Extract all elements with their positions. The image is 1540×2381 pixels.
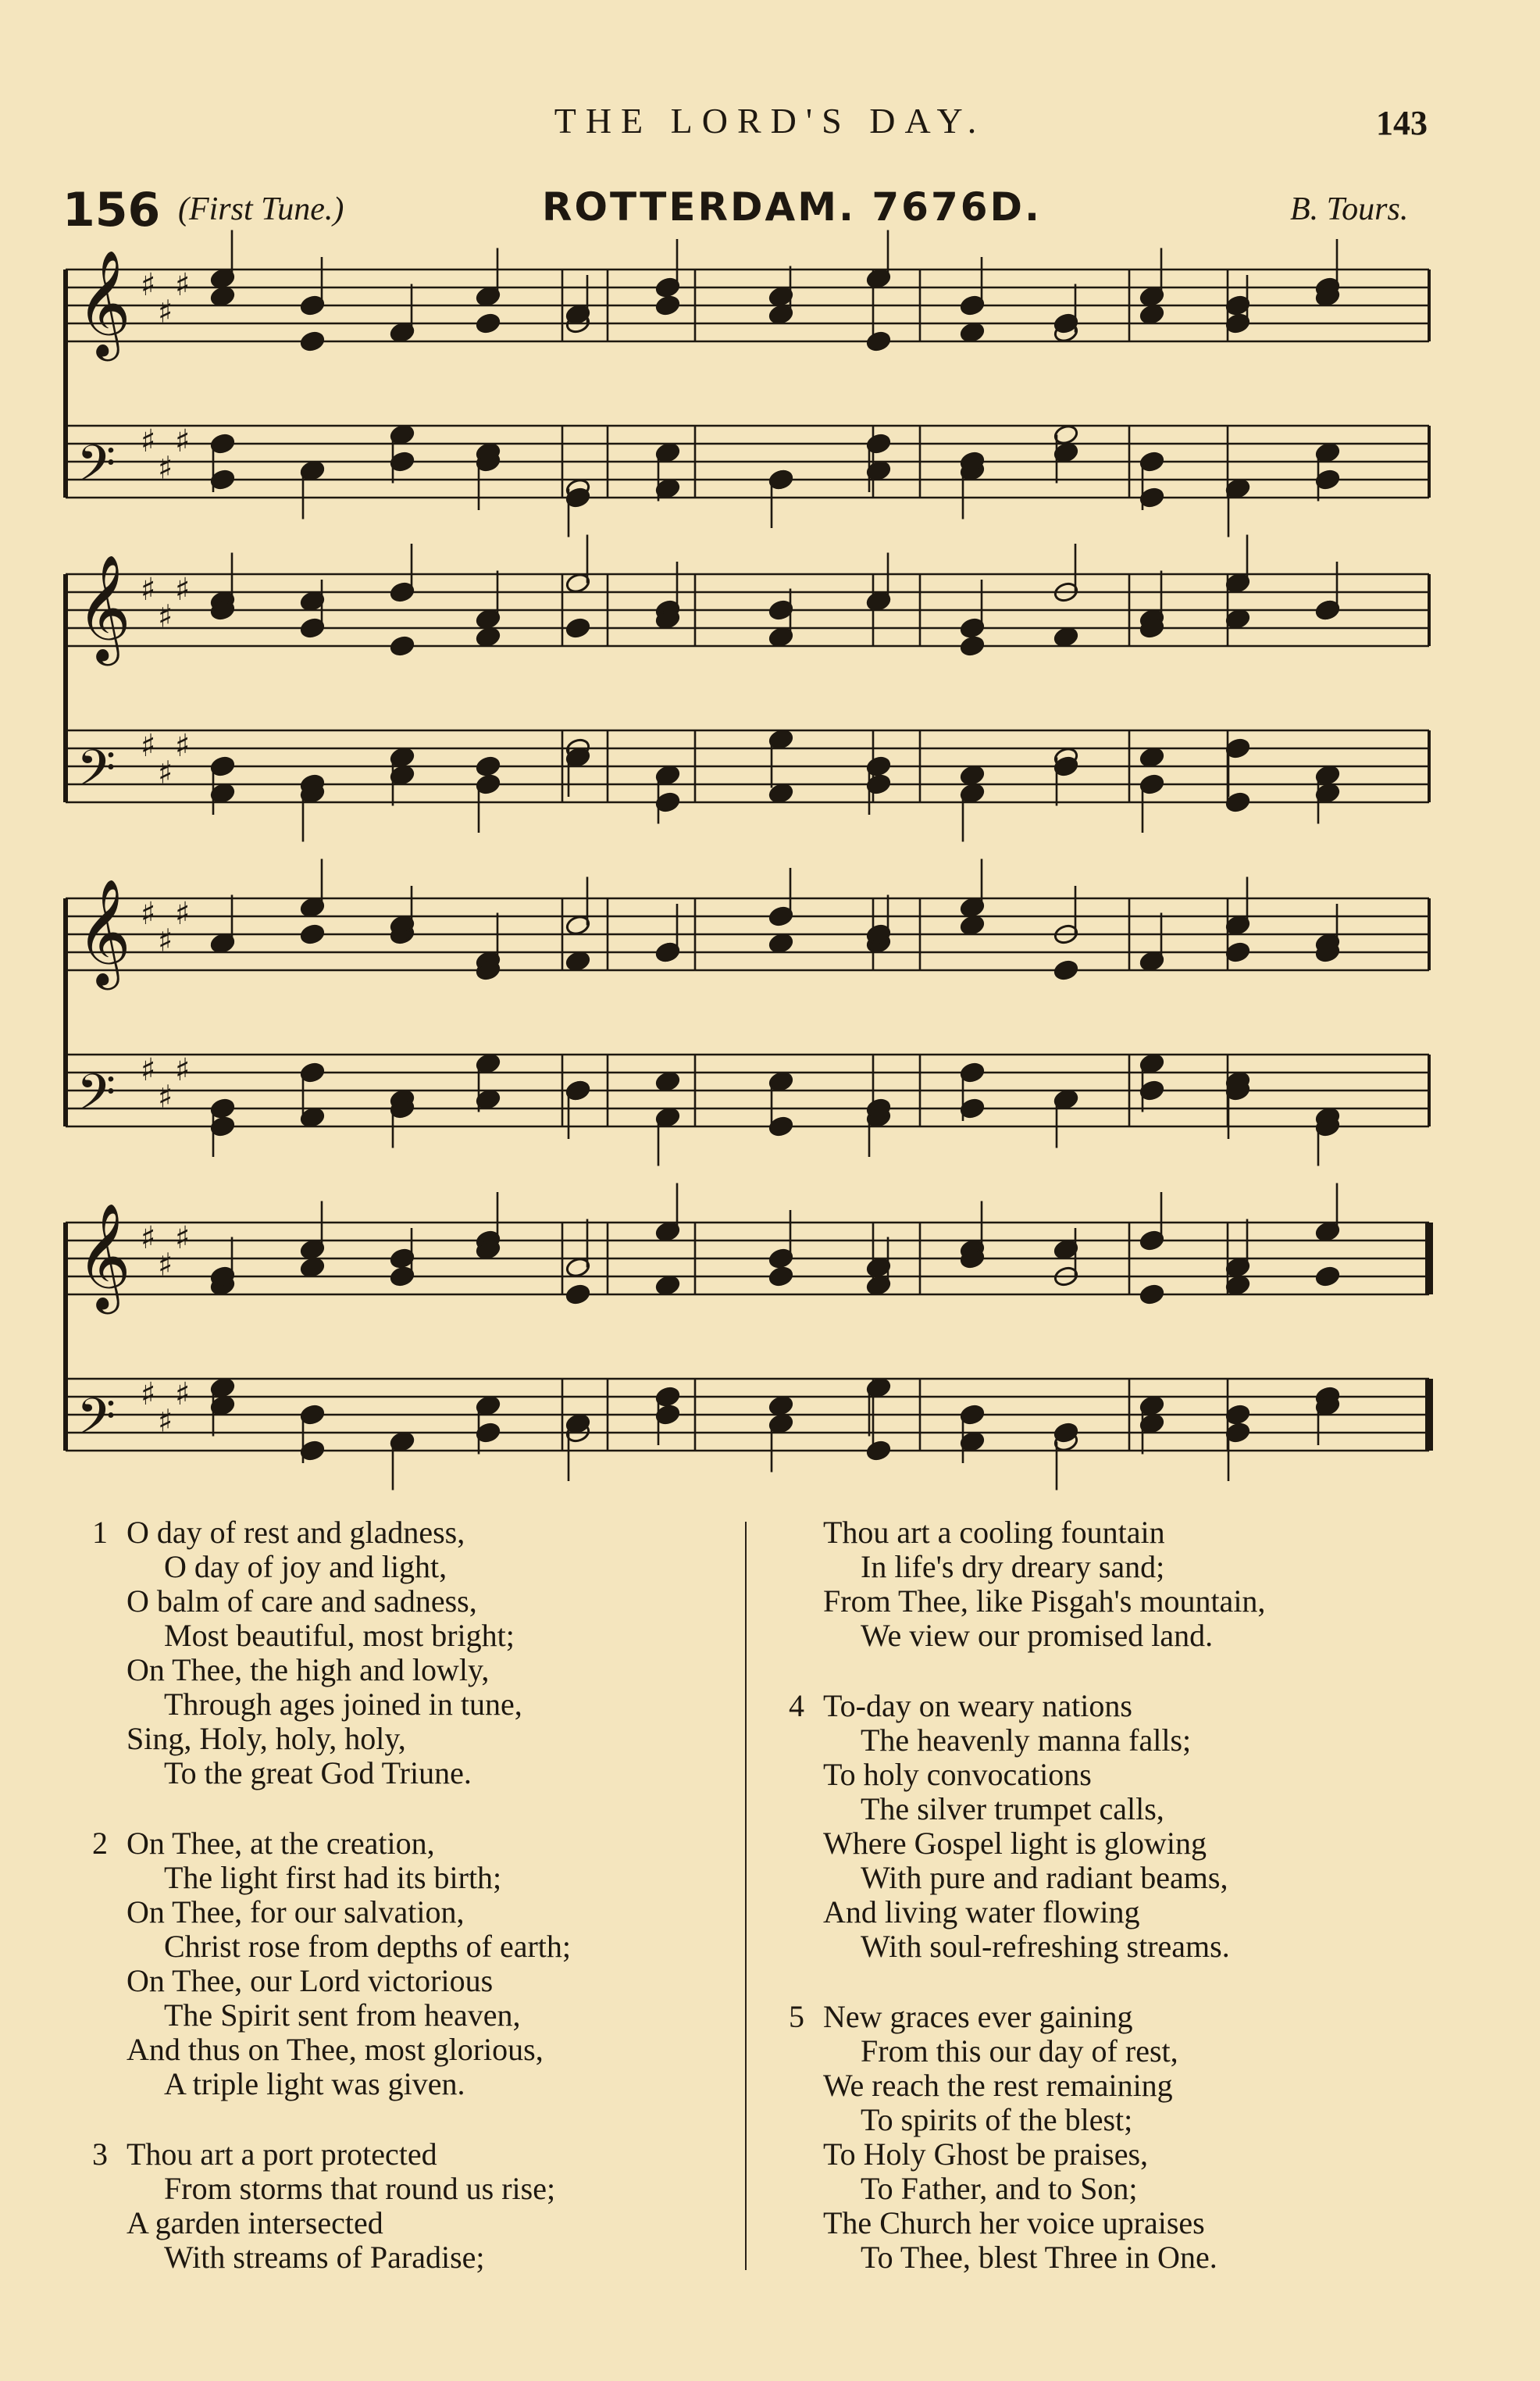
verse-line: [789, 2103, 1492, 2137]
verse-text: In life's dry dreary sand;: [861, 1549, 1165, 1584]
verse-line: [92, 2137, 748, 2172]
verse-line: [92, 2033, 748, 2067]
stanza-number: 5: [789, 1999, 804, 2034]
verse-text: On Thee, at the creation,: [127, 1826, 435, 1861]
verse-text: To spirits of the blest;: [861, 2102, 1133, 2137]
note-head: [768, 1265, 793, 1287]
verse-line: [92, 2206, 748, 2240]
verse-text: Thou art a port protected: [127, 2136, 437, 2172]
verse-text: On Thee, our Lord victorious: [127, 1963, 494, 1998]
stanza-number: 2: [92, 1826, 108, 1861]
sharp-icon: ♯: [141, 728, 156, 764]
stanza: [789, 1515, 1492, 1653]
verse-line: [789, 1723, 1492, 1758]
sharp-icon: ♯: [158, 450, 173, 487]
sharp-icon: ♯: [158, 294, 173, 330]
verse-line: [789, 2069, 1492, 2103]
note-head: [1139, 1283, 1164, 1305]
bass-clef-icon: 𝄢: [77, 739, 116, 810]
sharp-icon: ♯: [158, 1247, 173, 1283]
verse-line: [789, 1584, 1492, 1619]
composer: B. Tours.: [1290, 191, 1409, 227]
verse-text: A garden intersected: [127, 2205, 383, 2240]
verse-line: [789, 2172, 1492, 2206]
note-head: [1139, 303, 1164, 325]
verse-text: O day of joy and light,: [164, 1549, 447, 1584]
verses-left-column: [92, 1515, 748, 2311]
stanza-number: 1: [92, 1515, 108, 1550]
verse-line: [92, 1964, 748, 1998]
note-head: [959, 764, 985, 786]
verse-text: On Thee, the high and lowly,: [127, 1652, 490, 1687]
note-head: [1139, 746, 1164, 768]
verses: [0, 1515, 1540, 2297]
stanza: [789, 1689, 1492, 1964]
verse-line: [789, 1792, 1492, 1826]
verse-line: [92, 1722, 748, 1756]
note-head: [389, 635, 415, 657]
note-head: [865, 1440, 891, 1462]
note-head: [299, 923, 325, 945]
sharp-icon: ♯: [175, 728, 191, 764]
verse-text: To Father, and to Son;: [861, 2171, 1138, 2206]
sharp-icon: ♯: [141, 572, 156, 608]
sharp-icon: ♯: [175, 1376, 191, 1412]
page-number: 143: [1376, 104, 1428, 142]
sharp-icon: ♯: [175, 1052, 191, 1088]
bass-clef-icon: 𝄢: [77, 1063, 116, 1134]
verse-line: [789, 1619, 1492, 1653]
verse-line: [92, 1756, 748, 1790]
sharp-icon: ♯: [141, 1220, 156, 1256]
verse-text: A triple light was given.: [164, 2066, 465, 2101]
note-head: [1225, 1274, 1250, 1296]
verse-line: [789, 1895, 1492, 1929]
verse-text: Sing, Holy, holy, holy,: [127, 1721, 406, 1756]
verse-text: With soul-refreshing streams.: [861, 1929, 1230, 1964]
verse-line: [92, 1929, 748, 1964]
verse-text: Christ rose from depths of earth;: [164, 1929, 571, 1964]
verse-text: The silver trumpet calls,: [861, 1791, 1164, 1826]
note-head: [565, 1283, 590, 1305]
verse-line: [789, 2137, 1492, 2172]
sharp-icon: ♯: [158, 598, 173, 635]
verse-line: [92, 2240, 748, 2275]
note-head: [1314, 1265, 1340, 1287]
verse-text: New graces ever gaining: [823, 1999, 1133, 2034]
verse-line: [789, 1689, 1492, 1723]
note-head: [768, 1394, 793, 1416]
note-head: [959, 321, 985, 343]
note-head: [209, 285, 235, 307]
verse-text: With streams of Paradise;: [164, 2240, 485, 2275]
verse-line: [789, 1861, 1492, 1895]
tune-note: (First Tune.): [178, 191, 344, 227]
verse-text: To Thee, blest Three in One.: [861, 2240, 1217, 2275]
verse-line: [92, 1515, 748, 1550]
sharp-icon: ♯: [175, 572, 191, 608]
verse-text: Thou art a cooling fountain: [823, 1515, 1165, 1550]
verse-line: [92, 1998, 748, 2033]
verse-text: O day of rest and gladness,: [127, 1515, 465, 1550]
sharp-icon: ♯: [141, 267, 156, 303]
note-head: [299, 1256, 325, 1278]
note-head: [865, 330, 891, 352]
sharp-icon: ♯: [158, 755, 173, 791]
stanza: [92, 1826, 748, 2101]
verse-text: The Church her voice upraises: [823, 2205, 1205, 2240]
verse-line: [789, 1929, 1492, 1964]
note-head: [475, 755, 501, 777]
verse-text: On Thee, for our salvation,: [127, 1894, 465, 1929]
sharp-icon: ♯: [175, 1220, 191, 1256]
note-head: [1053, 959, 1078, 981]
verse-line: [92, 2172, 748, 2206]
note-head: [475, 312, 501, 334]
verse-line: [92, 1653, 748, 1687]
stanza: [92, 2137, 748, 2275]
tune-title: ROTTERDAM. 7676D.: [542, 184, 1043, 230]
sharp-icon: ♯: [141, 423, 156, 459]
bass-clef-icon: 𝄢: [77, 1387, 116, 1458]
sharp-icon: ♯: [175, 423, 191, 459]
note-head: [299, 330, 325, 352]
verse-text: From this our day of rest,: [861, 2033, 1178, 2069]
verse-text: To holy convocations: [823, 1757, 1092, 1792]
verse-line: [789, 1550, 1492, 1584]
note-head: [565, 950, 590, 972]
hymn-number: 156: [62, 183, 161, 237]
treble-clef-icon: 𝄞: [77, 552, 131, 661]
verse-line: [92, 1895, 748, 1929]
stanza: [789, 2000, 1492, 2275]
verse-text: To-day on weary nations: [823, 1688, 1132, 1723]
note-head: [654, 1070, 680, 1092]
sharp-icon: ♯: [158, 923, 173, 959]
note-head: [1225, 608, 1250, 630]
verse-text: Through ages joined in tune,: [164, 1687, 522, 1722]
verse-line: [789, 2034, 1492, 2069]
verse-text: From storms that round us rise;: [164, 2171, 556, 2206]
treble-clef-icon: 𝄞: [77, 1201, 131, 1309]
verse-text: To the great God Triune.: [164, 1755, 472, 1790]
sharp-icon: ♯: [141, 1376, 156, 1412]
verse-text: O balm of care and sadness,: [127, 1583, 477, 1619]
sharp-icon: ♯: [158, 1079, 173, 1116]
verse-text: The heavenly manna falls;: [861, 1722, 1192, 1758]
sharp-icon: ♯: [158, 1403, 173, 1440]
note-head: [959, 914, 985, 936]
sharp-icon: ♯: [175, 267, 191, 303]
sharp-icon: ♯: [175, 896, 191, 932]
verse-text: We view our promised land.: [861, 1618, 1214, 1653]
verse-line: [789, 1758, 1492, 1792]
verse-line: [789, 1515, 1492, 1550]
verse-text: From Thee, like Pisgah's mountain,: [823, 1583, 1266, 1619]
note-head: [1225, 941, 1250, 963]
verse-line: [92, 1861, 748, 1895]
verse-line: [789, 2240, 1492, 2275]
stanza-number: 4: [789, 1688, 804, 1723]
bass-clef-icon: 𝄢: [77, 434, 116, 505]
note-head: [565, 617, 590, 639]
verse-line: [789, 2000, 1492, 2034]
note-head: [1225, 1404, 1250, 1426]
note-head: [768, 932, 793, 954]
verse-line: [92, 1550, 748, 1584]
verse-line: [92, 1826, 748, 1861]
treble-clef-icon: 𝄞: [77, 248, 131, 356]
verse-text: With pure and radiant beams,: [861, 1860, 1228, 1895]
verse-text: And thus on Thee, most glorious,: [127, 2032, 544, 2067]
verse-text: To Holy Ghost be praises,: [823, 2136, 1149, 2172]
sharp-icon: ♯: [141, 1052, 156, 1088]
stanza: [92, 1515, 748, 1790]
note-head: [654, 295, 680, 316]
running-head: THE LORD'S DAY.: [554, 101, 986, 141]
verse-text: The Spirit sent from heaven,: [164, 1997, 521, 2033]
verse-text: And living water flowing: [823, 1894, 1140, 1929]
note-head: [654, 1274, 680, 1296]
note-head: [959, 635, 985, 657]
verse-line: [789, 2206, 1492, 2240]
verse-text: Most beautiful, most bright;: [164, 1618, 515, 1653]
stanza-number: 3: [92, 2136, 108, 2172]
sharp-icon: ♯: [141, 896, 156, 932]
verse-text: Where Gospel light is glowing: [823, 1826, 1207, 1861]
note-head: [1053, 626, 1078, 648]
verse-line: [92, 1584, 748, 1619]
note-head: [475, 626, 501, 648]
verse-line: [789, 1826, 1492, 1861]
verse-line: [92, 1619, 748, 1653]
verses-right-column: [789, 1515, 1492, 2311]
verse-line: [92, 1687, 748, 1722]
verse-text: We reach the rest remaining: [823, 2068, 1173, 2103]
treble-clef-icon: 𝄞: [77, 876, 131, 985]
verse-line: [92, 2067, 748, 2101]
verse-text: The light first had its birth;: [164, 1860, 502, 1895]
